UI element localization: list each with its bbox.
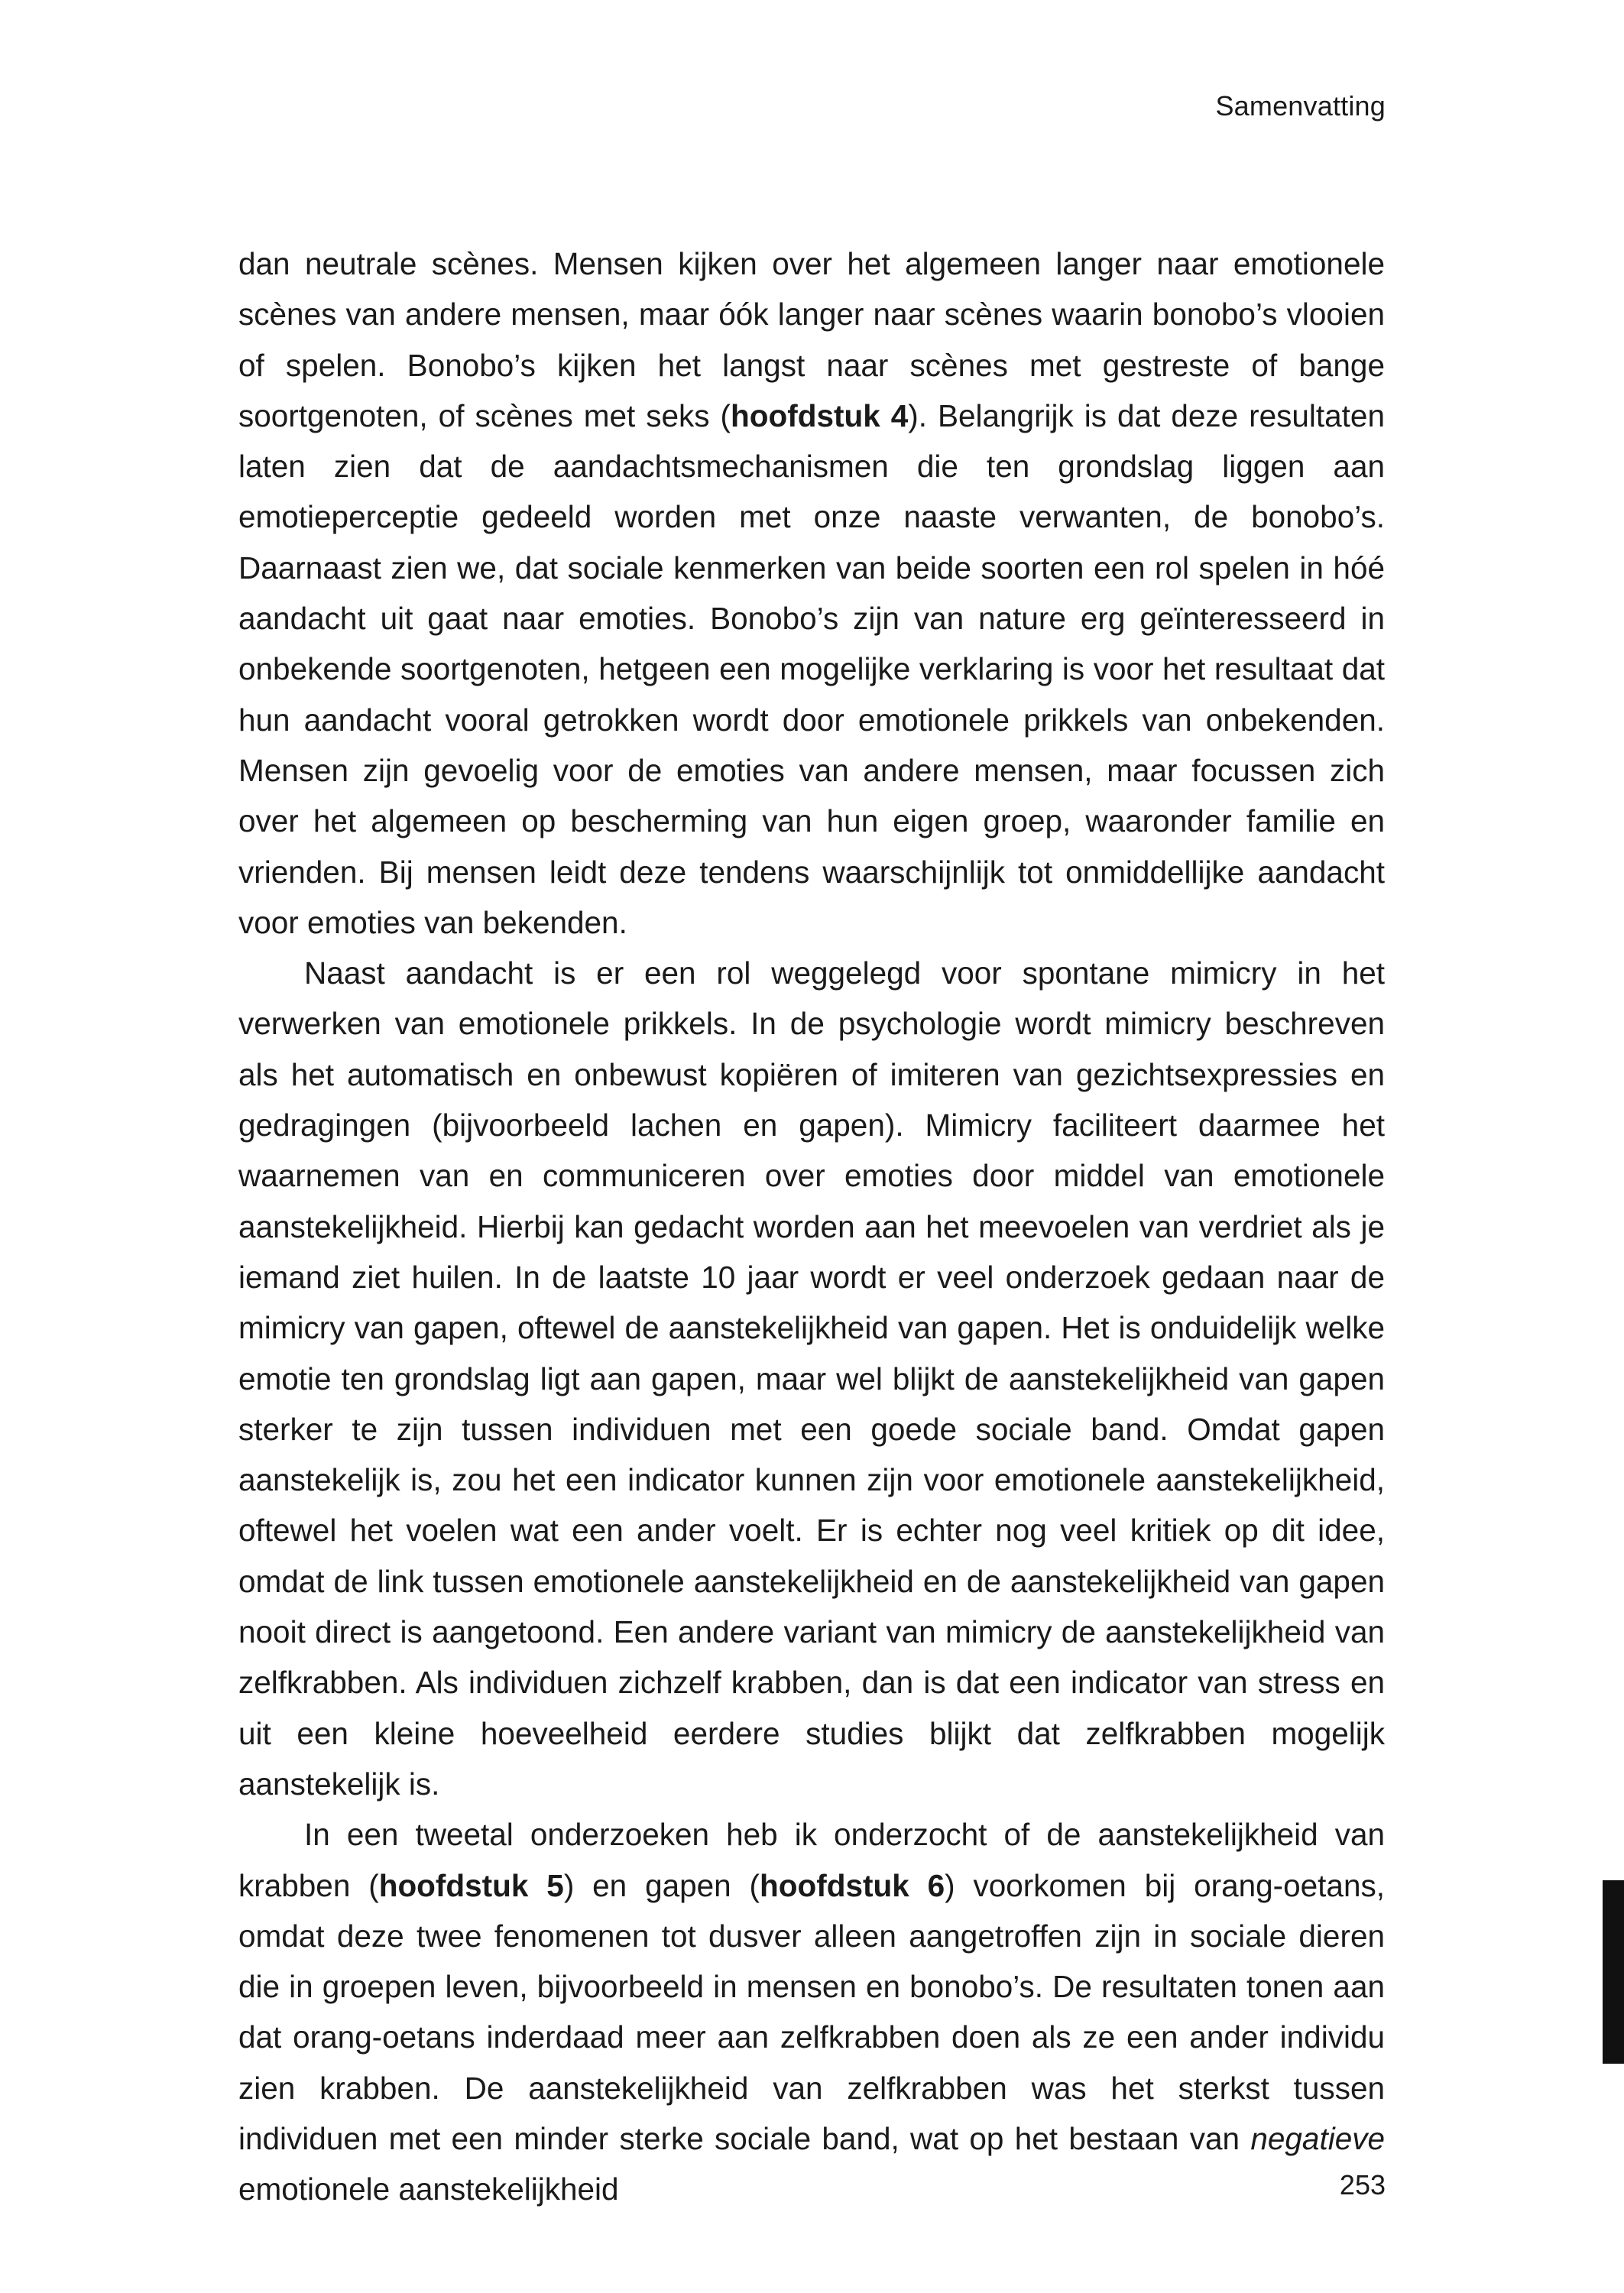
chapter-reference: hoofdstuk 6 [760, 1867, 945, 1903]
body-text [238, 238, 1385, 2215]
text-run: In een tweetal onderzoeken heb ik onderzocht of de aanstekelijkheid van krabben ( [238, 1817, 1385, 1903]
text-run: emotionele aanstekelijkheid [238, 2171, 619, 2207]
chapter-thumb-tab [1603, 1880, 1624, 2064]
running-header: Samenvatting [1215, 90, 1386, 122]
text-run: ). Belangrijk is dat deze resultaten laten zien dat de aandachtsmechanismen die ten grondslag liggen aan emotieperceptie gedeeld worden met onze naaste verwanten, de bonobo’s. Daarnaast zien we, dat sociale kenmerken van beide soorten een rol spelen in hóé aandacht uit gaat naar emoties. Bonobo’s zijn van nature erg geïnteresseerd in onbekende soortgenoten, hetgeen een mogelijke verklaring is voor het resultaat dat hun aandacht vooral getrokken wordt door emotionele prikkels van onbekenden. Mensen zijn gevoelig voor de emoties van andere mensen, maar focussen zich over het algemeen op bescherming van hun eigen groep, waaronder familie en vrienden. Bij mensen leidt deze tendens waarschijnlijk tot onmiddellijke aandacht voor emoties van bekenden. [238, 397, 1385, 940]
text-run: Naast aandacht is er een rol weggelegd voor spontane mimicry in het verwerken van emotionele prikkels. In de psychologie wordt mimicry beschreven als het automatisch en onbewust kopiëren of imiteren van gezichtsexpressies en gedragingen (bijvoorbeeld lachen en gapen). Mimicry faciliteert daarmee het waarnemen van en communiceren over emoties door middel van emotionele aanstekelijkheid. Hierbij kan gedacht worden aan het meevoelen van verdriet als je iemand ziet huilen. In de laatste 10 jaar wordt er veel onderzoek gedaan naar de mimicry van gapen, oftewel de aanstekelijkheid van gapen. Het is onduidelijk welke emotie ten grondslag ligt aan gapen, maar wel blijkt de aanstekelijkheid van gapen sterker te zijn tussen individuen met een goede sociale band. Omdat gapen aanstekelijk is, zou het een indicator kunnen zijn voor emotionele aanstekelijkheid, oftewel het voelen wat een ander voelt. Er is echter nog veel kritiek op dit idee, omdat de link tussen emotionele aanstekelijkheid en de aanstekelijkheid van gapen nooit direct is aangetoond. Een andere variant van mimicry de aanstekelijkheid van zelfkrabben. Als individuen zichzelf krabben, dan is dat een indicator van stress en uit een kleine hoeveelheid eerdere studies blijkt dat zelfkrabben mogelijk aanstekelijk is. [238, 955, 1385, 1802]
paragraph [238, 1809, 1385, 2214]
paragraph [238, 238, 1385, 948]
chapter-reference: hoofdstuk 5 [378, 1867, 564, 1903]
text-run: dan neutrale scènes. Mensen kijken over het algemeen langer naar emotionele scènes van andere mensen, maar óók langer naar scènes waarin bonobo’s vlooien of spelen. Bonobo’s kijken het langst naar scènes met gestreste of bange soortgenoten, of scènes met seks ( [238, 246, 1385, 433]
chapter-reference: hoofdstuk 4 [731, 397, 909, 433]
page-number: 253 [1339, 2169, 1386, 2201]
emphasis-text: negatieve [1250, 2120, 1385, 2156]
paragraph [238, 948, 1385, 1809]
text-run: ) en gapen ( [563, 1867, 760, 1903]
text-run: ) voorkomen bij orang-oetans, omdat deze twee fenomenen tot dusver alleen aangetroffen zijn in sociale dieren die in groepen leven, bijvoorbeeld in mensen en bonobo’s. De resultaten tonen aan dat orang-oetans inderdaad meer aan zelfkrabben doen als ze een ander individu zien krabben. De aanstekelijkheid van zelfkrabben was het sterkst tussen individuen met een minder sterke sociale band, wat op het bestaan van [238, 1867, 1385, 2156]
